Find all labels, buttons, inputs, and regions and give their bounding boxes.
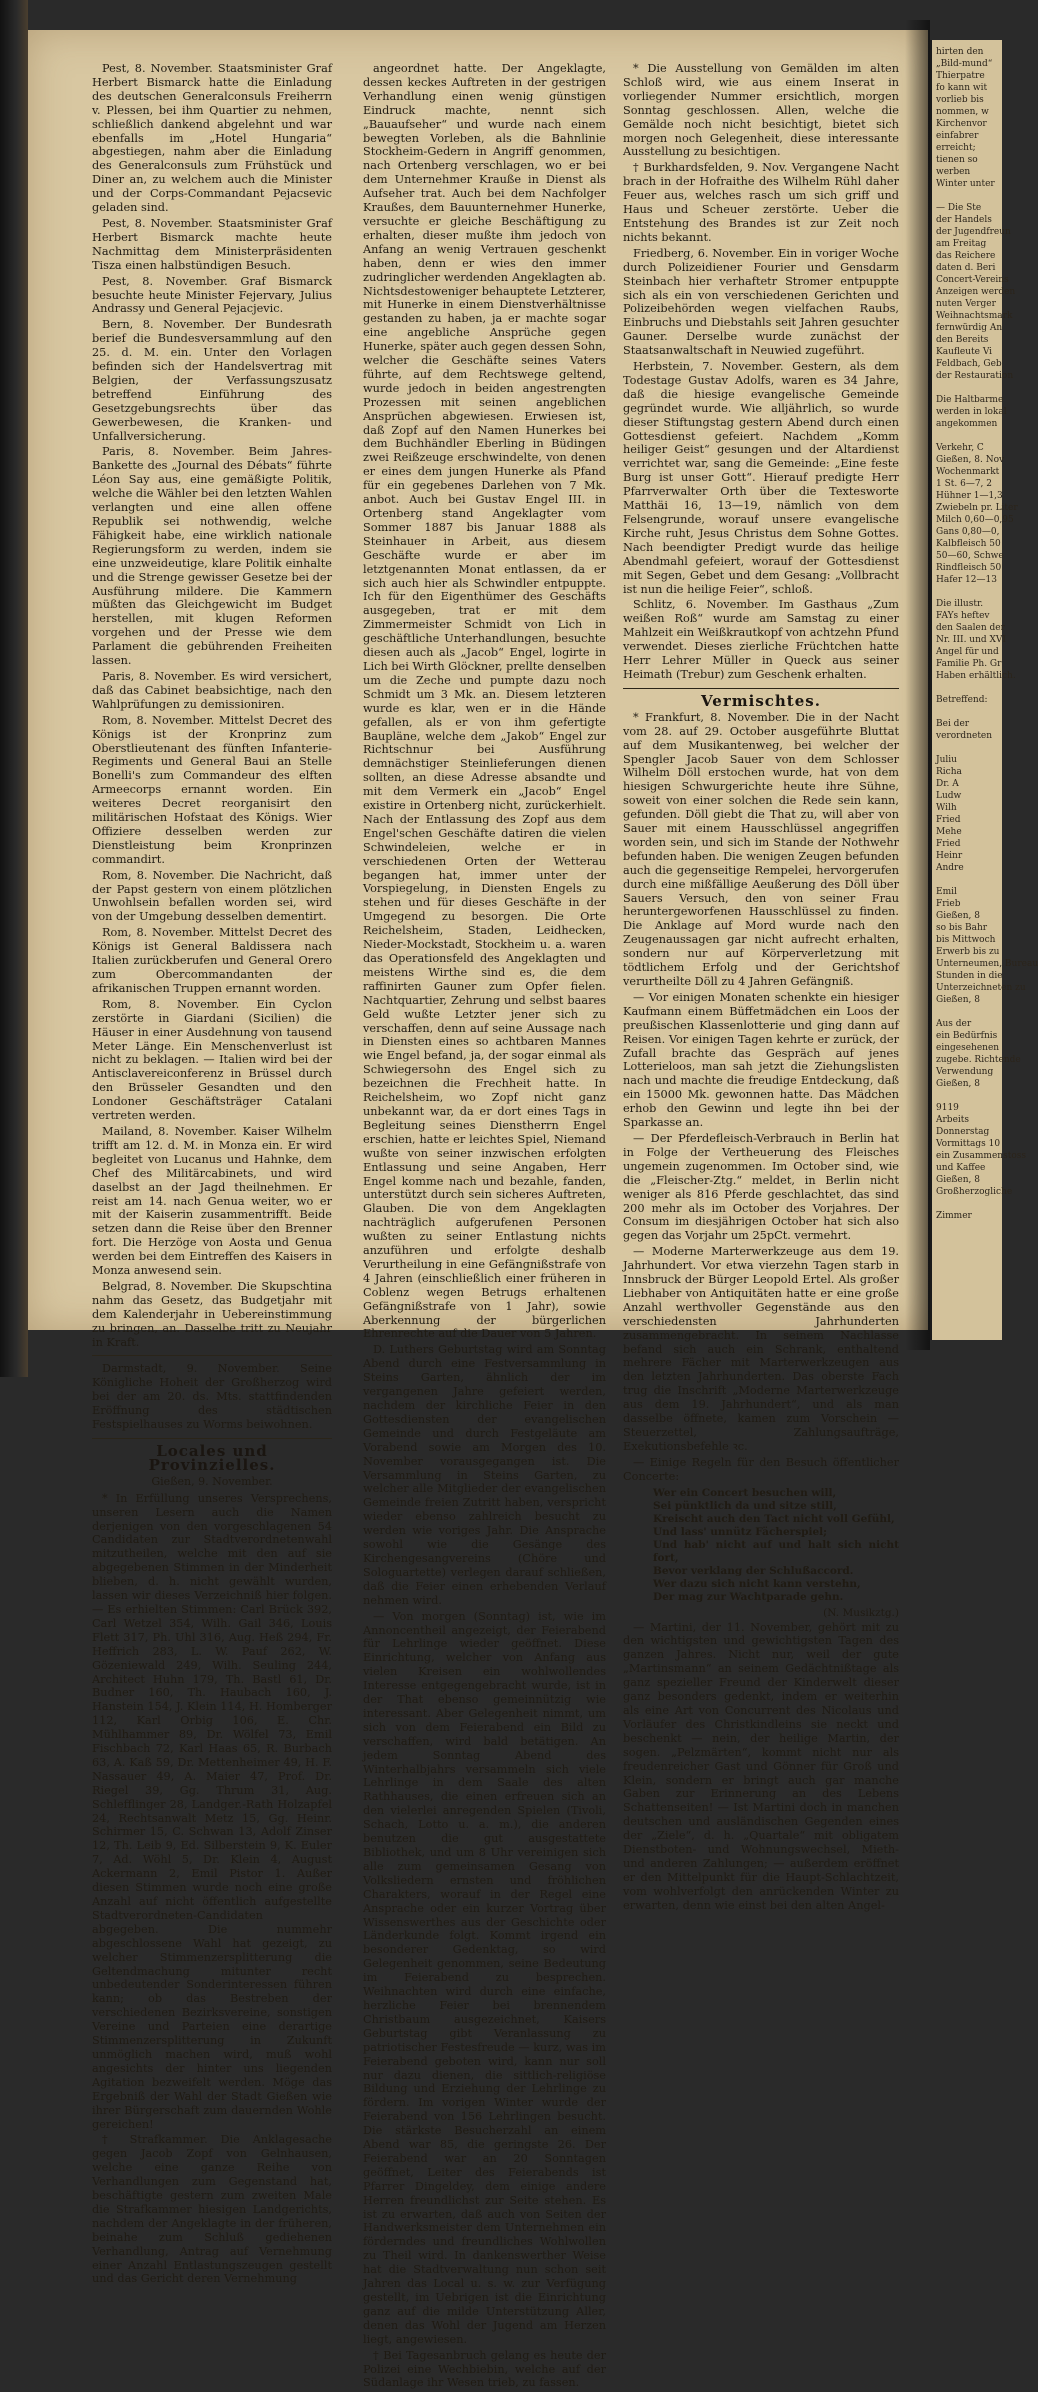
poem-line: Wer dazu sich nicht kann verstehn, — [653, 1577, 861, 1590]
misc-item: — Einige Regeln für den Besuch öffentlicher Concerte: — [623, 1455, 899, 1483]
adjacent-page-line — [936, 742, 998, 754]
adjacent-page-line: Kalbfleisch 50 — [936, 539, 1001, 549]
divider — [92, 1438, 332, 1439]
adjacent-page-line: das Reichere — [936, 251, 996, 261]
adjacent-page-line: Familie Ph. Gr — [936, 659, 1002, 669]
adjacent-page-line: angekommen — [936, 419, 998, 429]
adjacent-page-line: Erwerb bis zu — [936, 947, 1000, 957]
adjacent-page-line: Haben erhältlich. — [936, 671, 1016, 681]
misc-item: * Frankfurt, 8. November. Die in der Nacht vom 28. auf 29. October ausgeführte Bluttat auf dem Musikantenweg, bei welcher der Spengler Jacob Sauer von dem Schlosser Wilhelm Döll erstochen wurde, hat von dem hiesigen Schwurgerichte heute ihre Sühne, soweit von einer solchen die Rede sein kann, gefunden. Döll giebt die That zu, will aber von Sauer mit einem Hausschlüssel angegriffen worden sein, und sich im Stande der Nothwehr befunden haben. Die wenigen Zeugen befunden auch die gegenseitige Rempelei, hervorgerufen durch eine mißfällige Aeußerung des Döll über Sauers Versuch, den von seiner Frau heruntergeworfenen Hausschlüssel zu finden. Die Anklage auf Mord wurde nach den Zeugenaussagen gar nicht aufrecht erhalten, sondern nur auf Körperverletzung mit tödtlichem Erfolg und der Gerichtshof verurtheilte Döll zu 4 Jahren Gefängniß. — [623, 710, 899, 988]
adjacent-page-line: Frieb — [936, 899, 961, 909]
page-gutter-shadow — [905, 20, 930, 1350]
adjacent-page-line: verordneten — [936, 731, 993, 741]
local-item: † Burkhardsfelden, 9. Nov. Vergangene Nacht brach in der Hofraithe des Wilhelm Rühl daher Feuer aus, welches rasch um sich griff und Haus und Scheuer zerstörte. Ueber die Entstehung des Brandes ist zur Zeit noch nichts bekannt. — [623, 161, 899, 244]
adjacent-page-line: Aus der — [936, 1019, 972, 1029]
adjacent-page-line: Milch 0,60—0,95 — [936, 515, 1014, 525]
adjacent-page-line: am Freitag — [936, 239, 987, 249]
adjacent-page-line — [936, 1090, 998, 1102]
adjacent-page-line: Gans 0,80—0, — [936, 527, 1000, 537]
section-dateline: Gießen, 9. November. — [151, 1474, 273, 1488]
local-item: Herbstein, 7. November. Gestern, als dem Todestage Gustav Adolfs, waren es 34 Jahre, daß die hiesige evangelische Gemeinde gegründet wurde. Wie alljährlich, so wurde dieser Stiftungstag gestern Abend durch einen Gottesdienst gefeiert. Nachdem „Komm heiliger Geist“ gesungen und der Altardienst verrichtet war, sang die Gemeinde: „Eine feste Burg ist unser Gott“. Hierauf predigte Herr Pfarrverwalter Orth über die Textesworte Matthäi 16, 13—19, nämlich von dem Felsengrunde, worauf unsere evangelische Kirche ruht, Jesus Christus dem Sohne Gottes. Nach beendigter Predigt wurde das heilige Abendmahl gefeiert, worauf der Gottesdienst mit Segen, Gebet und dem Gesang: „Vollbracht ist nun die heilige Feier“, schloß. — [623, 360, 899, 596]
adjacent-page-line: Gießen, 8 — [936, 1175, 980, 1185]
adjacent-page-line: Unterzeichneten zu — [936, 983, 1026, 993]
adjacent-page-line: werden in lokal — [936, 407, 1007, 417]
adjacent-page-line: Arbeits — [936, 1115, 970, 1125]
misc-item: — Vor einigen Monaten schenkte ein hiesiger Kaufmann einem Büffetmädchen ein Loos der preußischen Klassenlotterie und ging dann auf Reisen. Vor einigen Tagen kehrte er zurück, der Zufall brachte das Gespräch auf jenes Lotterieloos, man sah jetzt die Ziehungslisten nach und machte die freudige Entdeckung, daß ein 15000 Mk. gewonnen hatte. Das Mädchen erhob den Gewinn und legte ihn bei der Sparkasse an. — [623, 990, 899, 1130]
concert-rules-poem — [653, 1487, 899, 1604]
poem-line: Kreischt auch den Tact nicht voll Gefühl, — [653, 1512, 895, 1525]
adjacent-page-line: Fried — [936, 815, 961, 825]
adjacent-page-line: Juliu — [936, 755, 957, 765]
adjacent-page-line: ein Zusammenstoss — [936, 1151, 1026, 1161]
news-item: Bern, 8. November. Der Bundesrath berief die Bundesversammlung auf den 25. d. M. ein. Unter den Vorlagen befinden sich der Handelsvertrag mit Belgien, der Verfassungszusatz betreffend Einführung des Gesetzgebungsrechts über das Gewerbewesen, die Kranken- und Unfallversicherung. — [92, 318, 332, 443]
local-item: Schlitz, 6. November. Im Gasthaus „Zum weißen Roß“ wurde am Samstag zu einer Mahlzeit ein Weißkrautkopf von achtzehn Pfund verwendet. Dieses zierliche Früchtchen hatte Herr Lehrer Müller in Queck aus seiner Heimath (Trebur) zum Geschenk erhalten. — [623, 598, 899, 681]
divider — [623, 688, 899, 689]
adjacent-page-line: Angel für und — [936, 647, 999, 657]
news-item: Rom, 8. November. Die Nachricht, daß der Papst gestern von einem plötzlichen Unwohlsein befallen worden sei, wird von der Umgebung desselben dementirt. — [92, 868, 332, 924]
news-item: Pest, 8. November. Staatsminister Graf Herbert Bismarck hatte die Einladung des deutschen Generalconsuls Freiherrn v. Plessen, bei ihm Quartier zu nehmen, schließlich dankend abgelehnt und war ebenfalls im „Hotel Hungaria“ abgestiegen, nahm aber die Einladung des Generalconsuls zum Frühstück und Diner an, zu welchem auch die Minister und der Corps-Commandant Pejacsevic geladen sind. — [92, 62, 332, 215]
adjacent-page-line: Gießen, 8. Nov — [936, 455, 1005, 465]
adjacent-page-line — [936, 682, 998, 694]
adjacent-page-line: Richa — [936, 767, 962, 777]
poem-line: Sei pünktlich da und sitze still, — [653, 1499, 837, 1512]
adjacent-page-line — [936, 1198, 998, 1210]
adjacent-page-line: so bis Bahr — [936, 923, 988, 933]
local-item: * Die Ausstellung von Gemälden im alten Schloß wird, wie aus einem Inserat in vorliegender Nummer ersichtlich, morgen Sonntag geschlossen. Allen, welche die Gemälde noch nicht besichtigt, bietet sich morgen noch Gelegenheit, diese interessante Ausstellung zu besichtigen. — [623, 62, 899, 159]
adjacent-page-line: Fried — [936, 839, 961, 849]
adjacent-page-line: Hühner 1—1,3 — [936, 491, 1003, 501]
adjacent-page-line: daten d. Beri — [936, 263, 996, 273]
adjacent-page-line: — Die Ste — [936, 203, 982, 213]
misc-item: — Martini, der 11. November, gehört mit zu den wichtigsten und gewichtigsten Tagen des ganzen Jahres. Nicht nur, weil der gute „Martinsmann“ an seinem Gedächtnißtage als ganz spezieller Freund der Kinderwelt dieser ganz besonders gedenkt, indem er weiterhin als eine Art von Concurrent des Nicolaus und Vorläufer des Christkindleins sie neckt und beschenkt — nein, der heilige Martin, der sogen. „Pelzmärten“, kommt nicht nur als freudenreicher Gast und Gönner für Groß und Klein, sondern er bringt auch gar manche Gaben zur Erinnerung an des Lebens Schattenseiten! — Ist Martini doch in manchen deutschen und ausländischen Gegenden eines der „Ziele“, d. h. „Quartale“ mit obligatem Dienstboten- und Wohnungswechsel, Mieth- und anderen Zahlungen; — außerdem eröffnet er den Mittelpunkt für die Haupt-Schlachtzeit, vom wohlverfolgt den anrückenden Winter zu erwarten, denn wie einst bei den alten Angel- — [623, 1620, 899, 1912]
news-item: Paris, 8. November. Es wird versichert, daß das Cabinet beabsichtige, nach den Wahlprüfungen zu demissioniren. — [92, 669, 332, 711]
news-item: Rom, 8. November. Mittelst Decret des Königs ist General Baldissera nach Italien zurückberufen und General Orero zum Obercommandanten der afrikanischen Truppen ernannt worden. — [92, 926, 332, 995]
adjacent-page-line: 1 St. 6—7, 2 — [936, 479, 992, 489]
adjacent-page-line: Winter unter — [936, 179, 995, 189]
adjacent-page-line: Gießen, 8 — [936, 911, 980, 921]
adjacent-page-line: Concert-Vereins — [936, 275, 1009, 285]
misc-item: — Moderne Marterwerkzeuge aus dem 19. Jahrhundert. Vor etwa vierzehn Tagen starb in Innsbruck der Bürger Leopold Ertel. Als großer Liebhaber von Antiquitäten hatte er eine große Anzahl werthvoller Gegenstände aus den verschiedensten Jahrhunderten zusammengebracht. In seinem Nachlasse befand sich auch ein Schrank, enthaltend mehrere Fächer mit Marterwerkzeugen aus den letzten Jahrhunderten. Das oberste Fach trug die Inschrift „Moderne Marterwerkzeuge aus dem 19. Jahrhundert“, und als man dasselbe öffnete, kamen zum Vorschein — Steuerzettel, Zahlungsaufträge, Exekutionsbefehle ꝛc. — [623, 1245, 899, 1453]
adjacent-page-line: Kirchenvor — [936, 119, 987, 129]
adjacent-page-line — [936, 586, 998, 598]
local-item: * In Erfüllung unseres Versprechens, unseren Lesern auch die Namen derjenigen von den vorgeschlagenen 54 Candidaten zur Stadtverordnetenwahl mitzutheilen, welche mit den auf sie abgegebenen Stimmen in der Minderheit blieben, d. h. nicht gewählt wurden, lassen wir dieses Verzeichniß hier folgen. — Es erhielten Stimmen: Carl Brück 392, Carl Wetzel 354, Wilh. Gail 346, Louis Flett 317, Ph. Uhl 316, Aug. Heß 294, Fr. Heffrich 283, L. W. Pauf 262, W. Gözeniewald 249, Wilh. Seuling 244, Architect Huhn 179, Th. Bastl 61, Dr. Budner 160, Th. Haubach 160, J. Hanstein 154, J. Klein 114, H. Homberger 112, Karl Orbig 106, E. Chr. Mühlhammer 89, Dr. Wölfel 73, Emil Fischbach 72, Karl Haas 65, R. Burbach 63, A. Kaß 59, Dr. Mettenheimer 49, H. F. Nassauer 49, A. Maier 47, Prof. Dr. Riegel 39, Gg. Thrum 31, Aug. Schlefflinger 28, Landger.-Rath Holzapfel 24, Rechtsanwalt Metz 15, Gg. Heinr. Schirmer 15, C. Schwan 13, Adolf Zinser 12, Th. Leib 9, Ed. Silberstein 9, K. Euler 7, Ad. Wöhl 5, Dr. Klein 4, August Ackermann 2, Emil Pistor 1. Außer diesen Stimmen wurde noch eine große Anzahl auf nicht öffentlich aufgestellte Stadtverordneten-Candidaten abgegeben. Die nummehr abgeschlossene Wahl hat gezeigt, zu welcher Stimmenzersplitterung die Geltendmachung mitunter recht unbedeutender Sonderinteressen führen kann; ob das Bestreben der verschiedenen Bezirksvereine, sonstigen Vereine und Parteien eine derartige Stimmenzersplitterung in Zukunft unmöglich machen wird, muß wohl angesichts der hinter uns liegenden Agitation bezweifelt werden. Möge das Ergebniß der Wahl der Stadt Gießen wie ihrer Bürgerschaft zum dauernden Wohle gereichen! — [92, 1491, 332, 2131]
adjacent-page-line — [936, 706, 998, 718]
adjacent-page-line: nuten Verger — [936, 299, 996, 309]
adjacent-page-line: Mehe — [936, 827, 962, 837]
poem-source: (N. Musikztg.) — [823, 1606, 899, 1619]
adjacent-page-line: Bei der — [936, 719, 970, 729]
section-title-vermischtes: Vermischtes. — [701, 691, 821, 710]
adjacent-page-line: den Saalen der — [936, 623, 1005, 633]
adjacent-page-line: werben — [936, 167, 971, 177]
adjacent-page-line: Gießen, 8 — [936, 995, 980, 1005]
adjacent-page-line: Gießen, 8 — [936, 1079, 980, 1089]
local-item: † Strafkammer. Die Anklagesache gegen Jacob Zopf von Gelnhausen, welche eine ganze Reihe von Verhandlungen zum Gegenstand hat, beschäftigte gestern zum zweiten Male die Strafkammer hiesigen Landgerichts, nachdem der Angeklagte in der früheren, beinahe zum Schluß gediehenen Verhandlung, Antrag auf Vernehmung einer Anzahl Entlastungszeugen gestellt und das Gericht deren Vernehmung — [92, 2133, 332, 2286]
adjacent-page-line: Feldbach, Geb — [936, 359, 1002, 369]
news-item: Pest, 8. November. Staatsminister Graf Herbert Bismarck machte heute Nachmittag dem Ministerpräsidenten Tisza einen halbstündigen Besuch. — [92, 216, 332, 272]
adjacent-page-line: einfabrer — [936, 131, 979, 141]
adjacent-page-line: Stunden in die — [936, 971, 1003, 981]
news-item: Belgrad, 8. November. Die Skupschtina nahm das Gesetz, das Budgetjahr mit dem Kalenderjahr in Uebereinstimmung zu bringen, an. Dasselbe tritt zu Neujahr in Kraft. — [92, 1279, 332, 1349]
news-item: Pest, 8. November. Graf Bismarck besuchte heute Minister Fejervary, Julius Andrassy und General Pejacjevic. — [92, 274, 332, 316]
adjacent-page-line: tienen so — [936, 155, 978, 165]
adjacent-page-line: hirten den — [936, 47, 984, 57]
adjacent-page-line: eingesehenen — [936, 1043, 1000, 1053]
poem-line: Wer ein Concert besuchen will, — [653, 1486, 837, 1499]
adjacent-page-line: bis Mittwoch — [936, 935, 996, 945]
section-title-locales: Locales und Provinzielles. — [148, 1442, 276, 1474]
adjacent-page-line: der Handels — [936, 215, 992, 225]
poem-line: Und hab' nicht auf und halt sich nicht fort, — [653, 1538, 899, 1564]
poem-line: Der mag zur Wachtparade gehn. — [653, 1590, 844, 1603]
adjacent-page-line: Rindfleisch 50 — [936, 563, 1002, 573]
local-item: — Von morgen (Sonntag) ist, wie im Annoncentheil angezeigt, der Feierabend für Lehrlinge wieder geöffnet. Diese Einrichtung, welcher von Anfang aus vielen Kreisen ein wohlwollendes Interesse entgegengebracht wurde, ist in der That ebenso gemeinnützig wie interessant. Aber Gelegenheit nimmt, um sich von dem Feierabend ein Bild zu verschaffen, wird bald betätigen. An jedem Sonntag Abend des Winterhalbjahrs versammeln sich viele Lehrlinge in dem Saale des alten Rathhauses, die einen erfreuen sich an den vielerlei anregenden Spielen (Tivoli, Schach, Lotto u. a. m.), die anderen benutzen die gut ausgestattete Bibliothek, und um 8 Uhr vereinigen sich alle zum gemeinsamen Gesang von Volksliedern ernsten und fröhlichen Charakters, worauf in der Regel eine Ansprache oder ein kurzer Vortrag über Wissenswerthes aus der Geschichte oder Länderkunde folgt. Kommt irgend ein besonderer Gedenktag, so wird Gelegenheit genommen, seine Bedeutung im Feierabend zu besprechen. Weihnachten wird durch eine einfache, herzliche Feier bei brennendem Christbaum ausgezeichnet, Kaisers Geburtstag gibt Veranlassung zu patriotischer Festesfreude — kurz, was im Feierabend geboten wird, kann nur soll nur dazu dienen, die sittlich-religiöse Bildung und Erziehung der Lehrlinge zu fördern. Im vorigen Winter wurde der Feierabend von 156 Lehrlingen besucht. Die stärkste Besucherzahl an einem Abend war 85, die geringste 26. Der Feierabend war an 20 Sonntagen geöffnet, Leiter des Feierabends ist Pfarrer Dingeldey, dem einige andere Herren freundlichst zur Seite stehen. Es ist zu erwarten, daß auch von Seiten der Handwerksmeister dem Unternehmen ein förderndes und freundliches Wohlwollen zu Theil wird. In dankenswerther Weise hat die Stadtverwaltung nun schon seit Jahren das Local u. s. w. zur Verfügung gestellt, im Uebrigen ist die Einrichtung ganz auf die milde Unterstützung Aller, denen das Wohl der Jugend am Herzen liegt, angewiesen. — [363, 1609, 606, 2346]
news-item: Rom, 8. November. Mittelst Decret des Königs ist der Kronprinz zum Oberstlieutenant des fünften Infanterie-Regiments und General Baui an Stelle Bonelli's zum Commandeur des elften Armeecorps ernannt worden. Ein weiteres Decret reorganisirt den militärischen Hofstaat des Königs. Wier Offiziere desselben werden zur Dienstleistung beim Kronprinzen commandirt. — [92, 713, 332, 866]
adjacent-page-line: ein Bedürfnis — [936, 1031, 998, 1041]
news-item: Mailand, 8. November. Kaiser Wilhelm trifft am 12. d. M. in Monza ein. Er wird begleitet von Lucanus und Hahnke, dem Chef des Militärcabinets, und wird daselbst an der Jagd theilnehmen. Er reist am 14. nach Genua weiter, wo er mit der Kaiserin zusammentrifft. Beide setzen dann die Reise über den Brenner fort. Die Herzöge von Aosta und Genua werden bei dem Eintreffen des Kaisers in Monza anwesend sein. — [92, 1124, 332, 1278]
adjacent-page-line: „Bild-mund“ — [936, 59, 993, 69]
adjacent-page-line: Verwendung — [936, 1067, 994, 1077]
adjacent-page-line: Unterneumen, Bureau — [936, 959, 1038, 969]
adjacent-page-line: Nr. III. und XVI — [936, 635, 1006, 645]
adjacent-page-line: der Restauration — [936, 371, 1014, 381]
adjacent-page-line: nommen, w — [936, 107, 989, 117]
adjacent-page-line: Emil — [936, 887, 957, 897]
poem-line: Bevor verklang der Schlußaccord. — [653, 1564, 854, 1577]
adjacent-page-line: Vormittags 10 — [936, 1139, 1001, 1149]
adjacent-page-text — [932, 40, 1038, 1228]
adjacent-page-line: Die Haltbarme — [936, 395, 1004, 405]
local-item: angeordnet hatte. Der Angeklagte, dessen keckes Auftreten in der gestrigen Verhandlung einen wenig günstigen Eindruck machte, nennt sich „Bauaufseher“ und wurde nach einem bewegten Vorleben, als die Bahnlinie Stockheim-Gedern in Angriff genommen, nach Ortenberg verschlagen, wo er bei dem Unternehmer Krauße in Dienst als Aufseher trat. Auch bei dem Nachfolger Kraußes, dem Bauunternehmer Hunerke, versuchte er gleiche Beschäftigung zu erhalten, dieser mußte ihm jedoch von Anfang an wenig Vertrauen geschenkt haben, denn er wies den immer zudringlicher werdenden Angeklagten ab. Nichtsdestoweniger behauptete Letzterer, mit Hunerke in einem Dienstverhältnisse gestanden zu haben, ja er machte sogar eine angebliche Ansprüche gegen Hunerke, später auch gegen dessen Sohn, welcher die Geschäfte seines Vaters führte, auf dem Rechtswege geltend, wurde jedoch in beiden angestrengten Prozessen mit seinen angeblichen Ansprüchen abgewiesen. Erwiesen ist, daß Zopf auf den Namen Hunerkes bei dem Buchhändler Eberling in Büdingen zwei Reißzeuge erschwindelte, von denen er eines dem jungen Hunerke als Pfand für ein gegebenes Darlehen von 7 Mk. anbot. Auch bei Gustav Engel III. in Ortenberg stand Angeklagter vom Sommer 1887 bis Januar 1888 als Steinhauer in Arbeit, aus diesem Geschäfte wurde er aber im letztgenannten Monat entlassen, da er sich auch hier als Schwindler entpuppte. Ich für den Eigenthümer des Geschäfts ausgegeben, trat er mit dem Zimmermeister Schmidt von Lich in geschäftliche Unterhandlungen, besuchte diesen auch als „Jacob“ Engel, logirte in Lich bei Wirth Glöckner, prellte denselben um die Zeche und pumpte dazu noch Schmidt um 3 Mk. an. Diesem letzteren wurde es klar, wen er in die Hände gefallen, als er von ihm gefertigte Baupläne, welche dem „Jakob“ Engel zur Richtschnur bei Ausführung demnächstiger Steinlieferungen dienen sollten, an diese Adresse absandte und mit dem Vermerk ein „Jacob“ Engel existire in Ortenberg nicht, zurückerhielt. Nach der Entlassung des Zopf aus dem Engel'schen Geschäfte datiren die vielen Schwindeleien, welche er in verschiedenen Orten der Wetterau begangen hat, immer unter der Vorspiegelung, in Diensten Engels zu stehen und für dieses Geschäfte in der Umgegend zu besorgen. Die Orte Reichelsheim, Staden, Leidhecken, Nieder-Mockstadt, Stockheim u. a. waren das Operationsfeld des Angeklagten und meistens Wirthe sind es, die dem raffinirten Gauner zum Opfer fielen. Nachtquartier, Zehrung und selbst baares Geld wußte Letzter jener sich zu verschaffen, denn auf seine Aussage nach in Diensten eines so achtbaren Mannes wie Engel befand, ja, der sogar einmal als Schwiegersohn des Engel sich zu bezeichnen die Frechheit hatte. In Reichelsheim, wo Zopf nicht ganz unbekannt war, da er dort eines Tags in Begleitung seines Dienstherrn Engel erschien, hatte er leichtes Spiel, Niemand wußte von seiner inzwischen erfolgten Entlassung und seine Angaben, Herr Engel komme nach und bezahle, fanden, unterstützt durch sein sicheres Auftreten, Glauben. Die von dem Angeklagten nachträglich aufgerufenen Personen wußten zu seiner Entlastung nichts anzuführen und erfolgte deshalb Verurtheilung in eine Gefängnißstrafe von 4 Jahren (einschließlich einer früheren in Coblenz wegen Betrugs erhaltenen Gefängnißstrafe von 1 Jahr), sowie Aberkennung der bürgerlichen Ehrenrechte auf die Dauer von 5 Jahren. — [363, 62, 607, 1341]
adjacent-page-line: Wilh — [936, 803, 957, 813]
adjacent-page-line: fo kann wit — [936, 83, 988, 93]
adjacent-page-line: der Jugendfreun — [936, 227, 1011, 237]
scan-background-left — [0, 0, 28, 1377]
adjacent-page-line: Zwiebeln pr. Liter — [936, 503, 1018, 513]
local-item: † Bei Tagesanbruch gelang es heute der Polizei eine Wechbiebin, welche auf der Südanlage ihr Wesen trieb, zu fassen. — [363, 2348, 606, 2390]
adjacent-page-line: 9119 — [936, 1103, 959, 1113]
adjacent-page-line: Dr. A — [936, 779, 959, 789]
adjacent-page-line — [936, 1006, 998, 1018]
news-item: Paris, 8. November. Beim Jahres-Bankette des „Journal des Débats“ führte Léon Say aus, eine gemäßigte Politik, welche die Wähler bei den letzten Wahlen verlangten und eine allen offene Republik sei nothwendig, welche Fähigkeit habe, eine wirklich nationale Regierungsform zu werden, indem sie eine unzweideutige, klare Politik einhalte und die Strenge gewisser Gesetze bei der Ausführung mildere. Die Kammern müßten das Gleichgewicht im Budget herstellen, mit klugen Reformen vorgehen und der Presse wie dem Parlament die gebührenden Freiheiten lassen. — [92, 445, 332, 668]
adjacent-page-line: Weihnachtsmark — [936, 311, 1013, 321]
adjacent-page-line: Hafer 12—13 — [936, 575, 997, 585]
adjacent-page-line — [936, 430, 998, 442]
adjacent-page-line: den Bereits — [936, 335, 989, 345]
adjacent-page-line — [936, 874, 998, 886]
adjacent-page-line: vorlieb bis — [936, 95, 984, 105]
adjacent-page-line: 50—60, Schwe — [936, 551, 1004, 561]
adjacent-page-line: Heinr — [936, 851, 963, 861]
adjacent-page-line: Großherzogliche — [936, 1187, 1013, 1197]
poem-line: Und lass' unnütz Fächerspiel; — [653, 1525, 827, 1538]
news-item: Rom, 8. November. Ein Cyclon zerstörte in Giardani (Sicilien) die Häuser in einer Ausdehnung von tausend Meter Länge. Ein Menschenverlust ist nicht zu beklagen. — Italien wird bei der Antisclavereiconferenz in Brüssel durch den Brüsseler Gesandten und den Londoner Geschäftsträger Catalani vertreten werden. — [92, 997, 332, 1123]
adjacent-page-line: Kaufleute Vi — [936, 347, 993, 357]
adjacent-page-line: und Kaffee — [936, 1163, 986, 1173]
adjacent-page-line: Donnerstag — [936, 1127, 990, 1137]
adjacent-page-line: Anzeigen werden — [936, 287, 1016, 297]
adjacent-page-line: Verkehr, C — [936, 443, 984, 453]
column-2 — [363, 62, 606, 2392]
adjacent-page-line — [936, 382, 998, 394]
adjacent-page-line: erreicht; — [936, 143, 976, 153]
local-item: D. Luthers Geburtstag wird am Sonntag Abend durch eine Festversammlung in Steins Garten, ähnlich der im vergangenen Jahre gefeiert werden, nachdem der kirchliche Feier in den Gottesdiensten der evangelischen Gemeinde und durch Festgeläute am Vorabend sowie am Morgen des 10. November vorausgegangen ist. Die Versammlung in Steins Garten, zu welcher alle Mitglieder der evangelischen Gemeinde freien Zutritt haben, verspricht wieder ebenso zahlreich besucht zu werden wie voriges Jahr. Die Ansprache sowohl wie die Gesänge des Kirchengesangvereins (Chöre und Sologuartette) verlegen darauf schließen, daß die Feier einen erhebenden Verlauf nehmen wird. — [363, 1343, 606, 1607]
adjacent-page-line: fernwürdig An — [936, 323, 1003, 333]
adjacent-page-line: Wochenmarkt — [936, 467, 1000, 477]
adjacent-page-line — [936, 190, 998, 202]
news-item-darmstadt: Darmstadt, 9. November. Seine Königliche Hoheit der Großherzog wird bei der am 20. ds. Mts. stattfindenden Eröffnung des städtischen Festspielhauses zu Worms beiwohnen. — [92, 1362, 332, 1432]
adjacent-page-line: Zimmer — [936, 1211, 972, 1221]
column-3 — [623, 62, 899, 1915]
misc-item: — Der Pferdefleisch-Verbrauch in Berlin hat in Folge der Vertheuerung des Fleisches ungemein zugenommen. Im October sind, wie die „Fleischer-Ztg.“ meldet, in Berlin nicht weniger als 816 Pferde geschlachtet, das sind 200 mehr als im October des Vorjahres. Der Consum im diesjährigen October hat sich also gegen das Vorjahr um 25pCt. vermehrt. — [623, 1131, 899, 1243]
adjacent-page-line: FAYs heftev — [936, 611, 990, 621]
adjacent-page-fragment — [930, 40, 1038, 1340]
column-1 — [92, 62, 332, 2288]
adjacent-page-line: Andre — [936, 863, 964, 873]
adjacent-page-line: Thierpatre — [936, 71, 985, 81]
divider — [92, 1355, 332, 1356]
adjacent-page-line: Ludw — [936, 791, 962, 801]
local-item: Friedberg, 6. November. Ein in voriger Woche durch Polizeidiener Fourier und Gensdarm Steinbach hier verhaftetr Stromer entpuppte sich als ein von verschiedenen Gerichten und Polizeibehörden wegen vielfachen Raubs, Einbruchs und Diebstahls seit Jahren gesuchter Gauner. Derselbe wurde zunächst der Staatsanwaltschaft in Neuwied zugeführt. — [623, 246, 899, 358]
adjacent-page-line: zugebe. Richtende — [936, 1055, 1021, 1065]
adjacent-page-line: Betreffend: — [936, 695, 988, 705]
adjacent-page-line: Die illustr. — [936, 599, 984, 609]
